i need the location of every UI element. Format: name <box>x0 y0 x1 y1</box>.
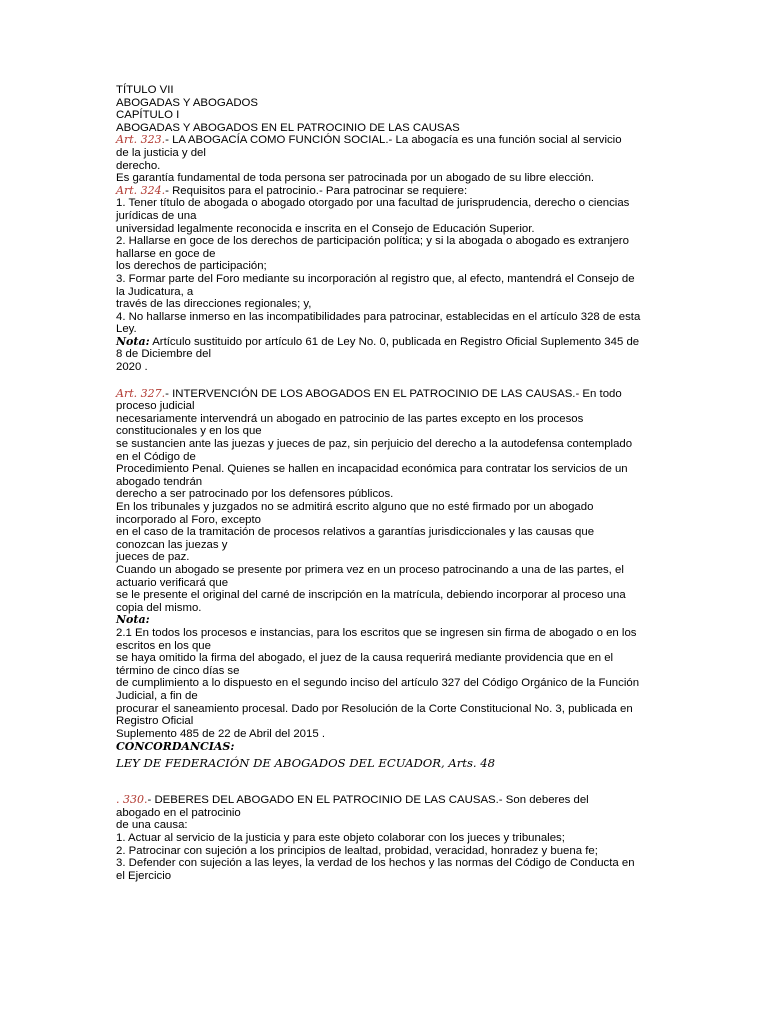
article-number: . 330. <box>116 793 148 807</box>
text-line: Es garantía fundamental de toda persona ser patrocinada por un abogado de su libre elección. <box>116 172 595 185</box>
text-line: abogado en el patrocinio <box>116 806 241 819</box>
text-line: actuario verificará que <box>116 576 229 589</box>
article-heading: - INTERVENCIÓN DE LOS ABOGADOS EN EL PATROCINIO DE LAS CAUSAS.- En todo <box>165 387 622 400</box>
article-324 <box>116 185 656 374</box>
text-line: jurídicas de una <box>116 209 197 222</box>
text-line: escritos en los que <box>116 639 211 652</box>
text-line: través de las direcciones regionales; y, <box>116 298 312 311</box>
text-line: constitucionales y en los que <box>116 425 262 438</box>
text-line: Procedimiento Penal. Quienes se hallen en incapacidad económica para contratar los servicios de un <box>116 463 628 476</box>
text-line: de una causa: <box>116 819 188 832</box>
text-line: se sustancien ante las juezas y jueces de paz, sin perjuicio del derecho a la autodefensa contemplado <box>116 438 633 451</box>
capitulo-label: CAPÍTULO I <box>116 109 180 122</box>
titulo-name: ABOGADAS Y ABOGADOS <box>116 96 259 109</box>
text-line: procurar el saneamiento procesal. Dado por Resolución de la Corte Constitucional No. 3, publicada en <box>116 702 633 715</box>
text-line: el Ejercicio <box>116 869 172 882</box>
article-heading: - Requisitos para el patrocinio.- Para patrocinar se requiere: <box>165 184 468 197</box>
text-line: 1. Tener título de abogada o abogado otorgado por una facultad de jurisprudencia, derecho o ciencias <box>116 197 630 210</box>
text-line: Registro Oficial <box>116 715 194 728</box>
text-line: término de cinco días se <box>116 664 240 677</box>
nota-text: Artículo sustituido por artículo 61 de Ley No. 0, publicada en Registro Oficial Suplemento 345 de <box>149 335 640 348</box>
text-line: derecho. <box>116 159 161 172</box>
article-heading: - DEBERES DEL ABOGADO EN EL PATROCINIO DE LAS CAUSAS.- Son deberes del <box>147 794 589 807</box>
text-line: proceso judicial <box>116 400 195 413</box>
text-line: conozcan las juezas y <box>116 538 228 551</box>
text-line: copia del mismo. <box>116 601 202 614</box>
text-line: abogado tendrán <box>116 475 203 488</box>
text-line: se le presente el original del carné de inscripción en la matrícula, debiendo incorporar al proceso una <box>116 589 626 602</box>
document-page <box>116 84 656 882</box>
concordancias-label: CONCORDANCIAS: <box>116 740 235 754</box>
text-line: Ley. <box>116 323 137 336</box>
text-line: En los tribunales y juzgados no se admitirá escrito alguno que no esté firmado por un abogado <box>116 501 594 513</box>
text-line: 4. No hallarse inmerso en las incompatibilidades para patrocinar, establecidas en el artículo 328 de esta <box>116 310 641 323</box>
text-line: en el Código de <box>116 450 196 463</box>
text-line: Judicial, a fin de <box>116 689 198 702</box>
capitulo-name: ABOGADAS Y ABOGADOS EN EL PATROCINIO DE LAS CAUSAS <box>116 121 460 134</box>
nota-label: Nota: <box>116 334 150 348</box>
nota-label: Nota: <box>116 613 150 627</box>
article-number: Art. 324. <box>116 183 166 197</box>
text-line: derecho a ser patrocinado por los defensores públicos. <box>116 488 394 501</box>
article-323 <box>116 134 656 184</box>
text-line: 2. Hallarse en goce de los derechos de participación política; y si la abogada o abogado es extranjero <box>116 235 629 248</box>
text-line: necesariamente intervendrá un abogado en patrocinio de las partes excepto en los procesos <box>116 412 584 425</box>
text-line: Suplemento 485 de 22 de Abril del 2015 . <box>116 727 325 740</box>
article-heading: - LA ABOGACÍA COMO FUNCIÓN SOCIAL.- La abogacía es una función social al servicio <box>165 134 622 147</box>
text-line: universidad legalmente reconocida e inscrita en el Consejo de Educación Superior. <box>116 222 535 235</box>
text-line: se haya omitido la firma del abogado, el juez de la causa requerirá mediante providencia que en el <box>116 652 614 665</box>
text-line: Cuando un abogado se presente por primera vez en un proceso patrocinando a una de las partes, el <box>116 563 624 576</box>
article-number: Art. 327. <box>116 386 166 400</box>
text-line: la Judicatura, a <box>116 285 194 298</box>
text-line: en el caso de la tramitación de procesos relativos a garantías jurisdiccionales y las causas que <box>116 526 595 539</box>
concordancias-reference: LEY DE FEDERACIÓN DE ABOGADOS DEL ECUADOR, Arts. 48 <box>116 756 496 771</box>
text-line: 2.1 En todos los procesos e instancias, para los escritos que se ingresen sin firma de abogado o en los <box>116 626 637 639</box>
article-330 <box>116 794 656 882</box>
text-line: de cumplimiento a lo dispuesto en el segundo inciso del artículo 327 del Código Orgánico de la Función <box>116 677 640 690</box>
text-line: 2020 . <box>116 361 148 374</box>
text-line: 3. Defender con sujeción a las leyes, la verdad de los hechos y las normas del Código de Conducta en <box>116 857 635 870</box>
article-number: Art. 323. <box>116 133 166 147</box>
document-header <box>116 84 656 134</box>
text-line: jueces de paz. <box>116 551 190 564</box>
titulo-label: TÍTULO VII <box>116 84 174 96</box>
text-line: 8 de Diciembre del <box>116 348 211 361</box>
text-line: 2. Patrocinar con sujeción a los principios de lealtad, probidad, veracidad, honradez y buena fe; <box>116 844 598 857</box>
text-line: incorporado al Foro, excepto <box>116 513 261 526</box>
text-line: de la justicia y del <box>116 146 206 159</box>
text-line: 3. Formar parte del Foro mediante su incorporación al registro que, al efecto, mantendrá el Consejo de <box>116 272 635 285</box>
article-327 <box>116 388 656 771</box>
text-line: 1. Actuar al servicio de la justicia y para este objeto colaborar con los jueces y tribunales; <box>116 832 565 845</box>
text-line: hallarse en goce de <box>116 247 216 260</box>
text-line: los derechos de participación; <box>116 260 267 273</box>
